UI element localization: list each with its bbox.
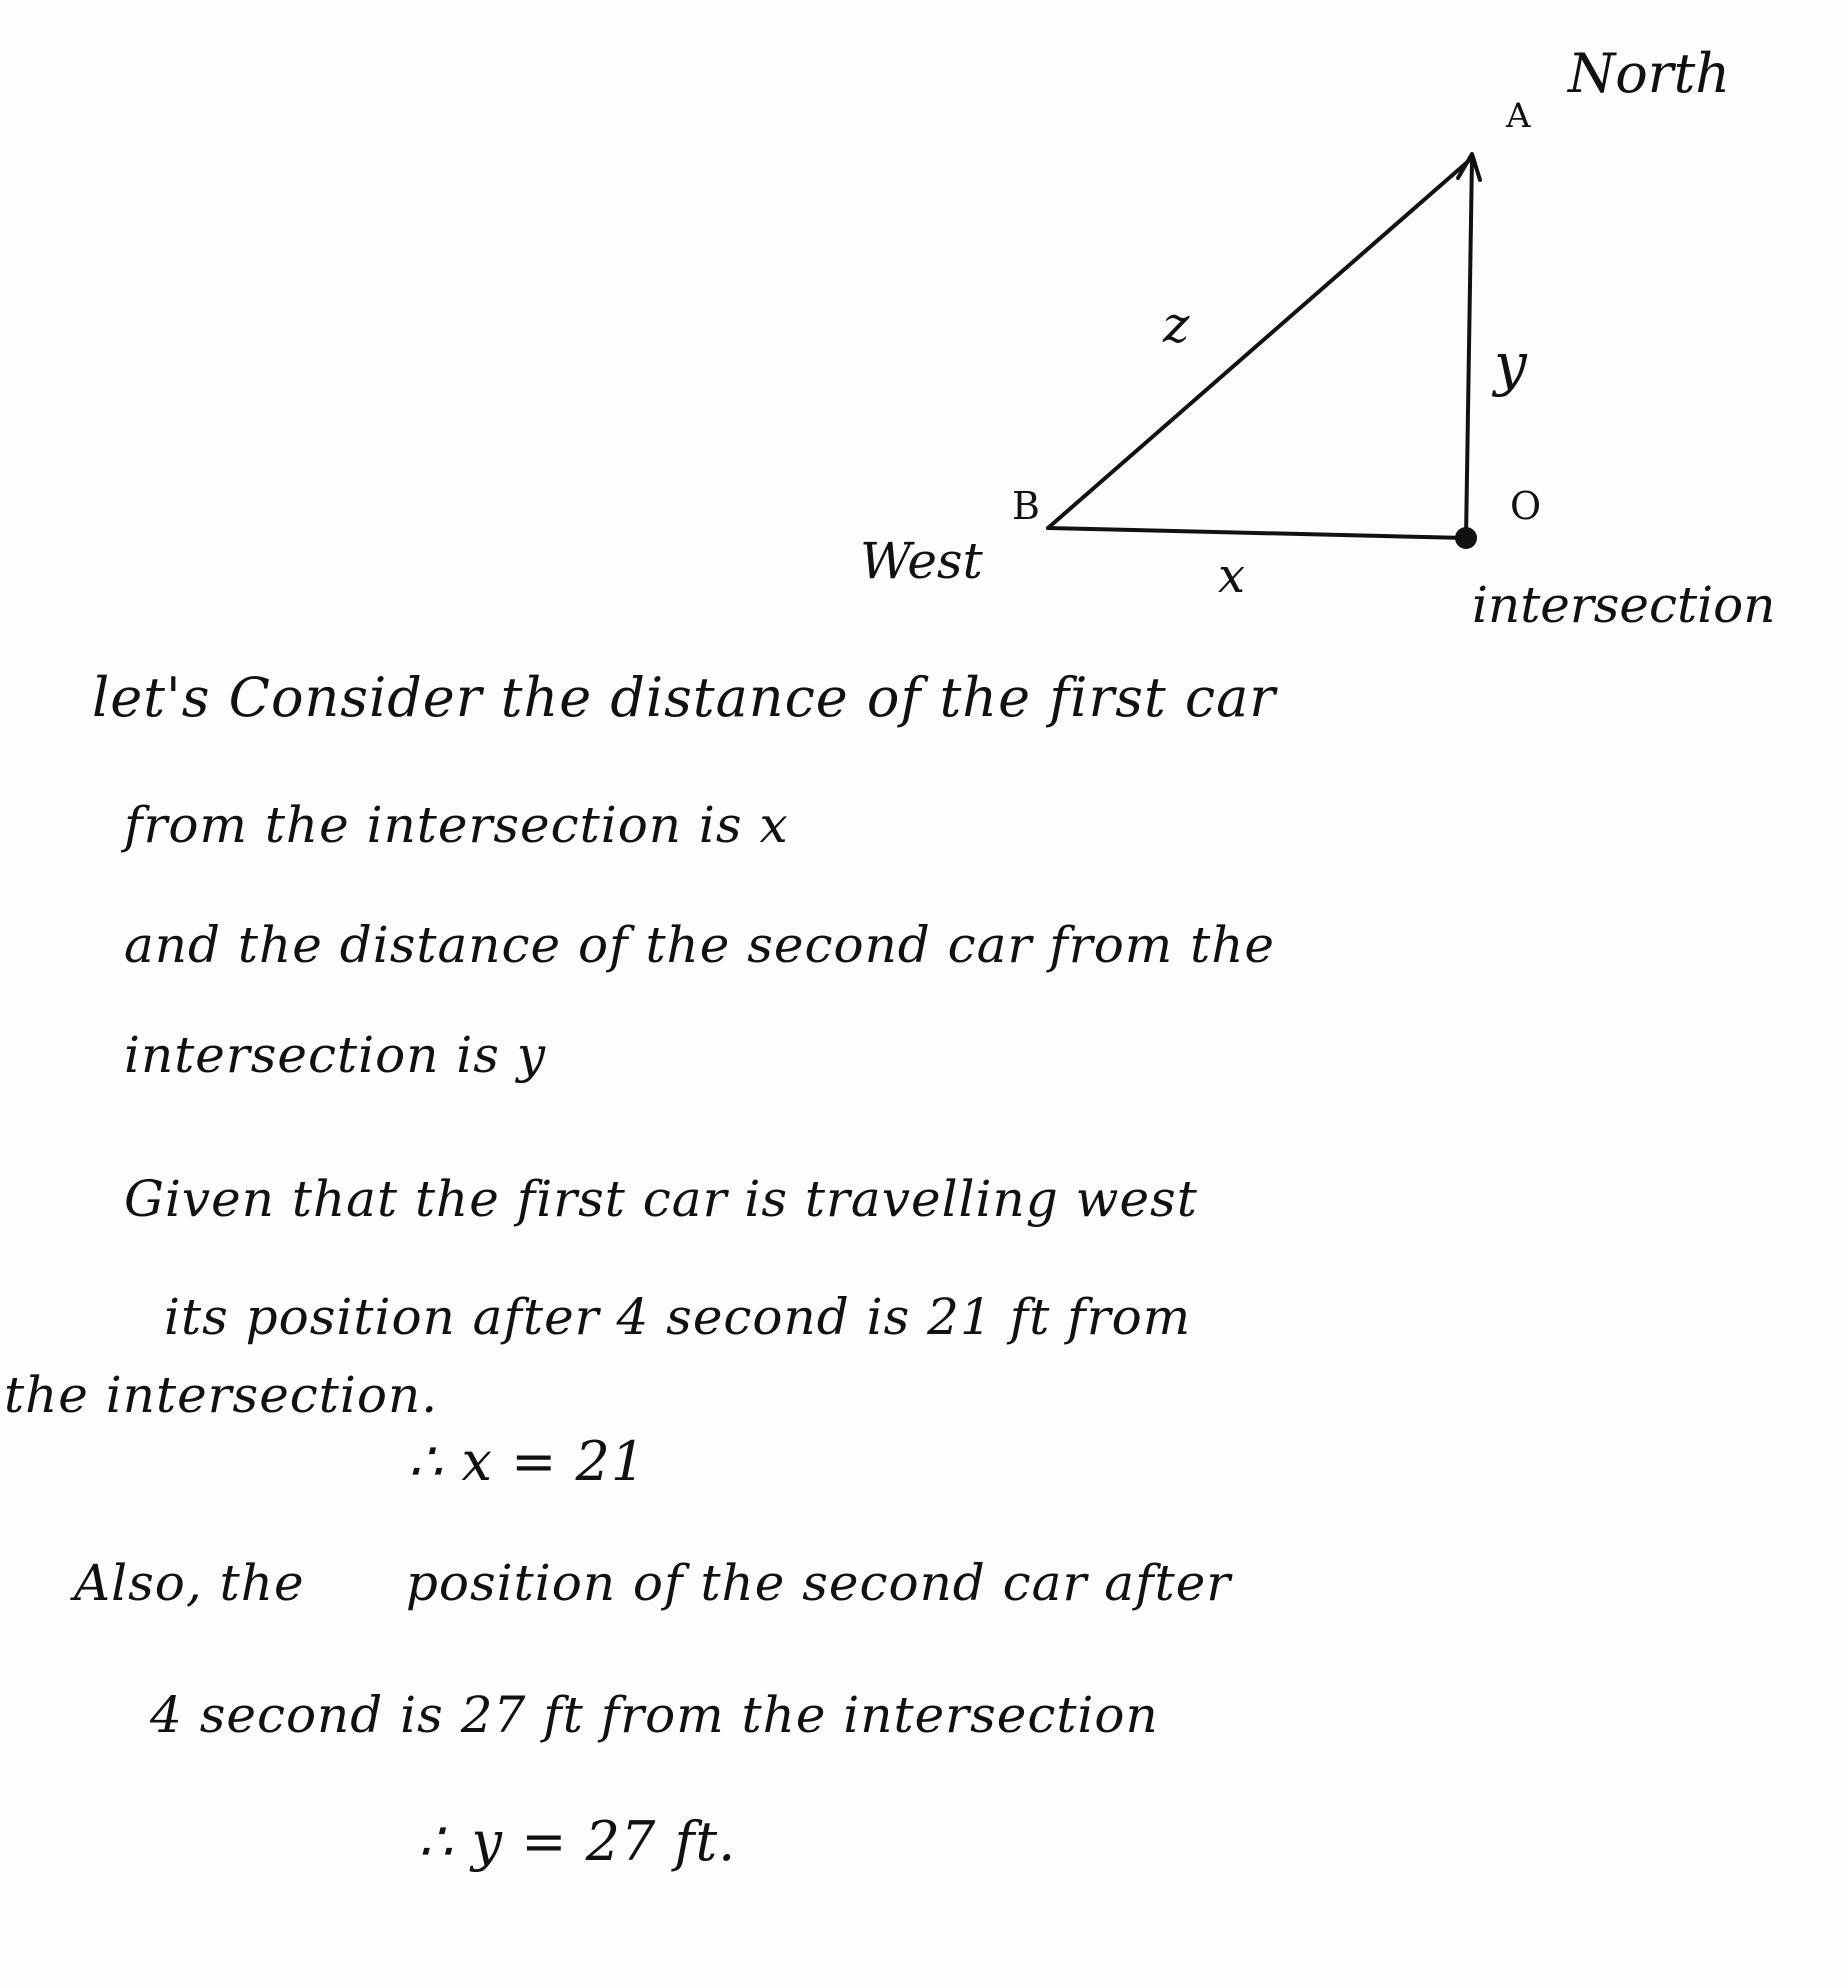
label-intersection: intersection	[1472, 576, 1776, 634]
label-west: West	[860, 532, 983, 590]
intersection-point	[1455, 527, 1477, 549]
note-line-11: ∴ y = 27 ft.	[418, 1810, 737, 1873]
note-line-5: Given that the first car is travelling west	[124, 1170, 1198, 1228]
note-line-10: 4 second is 27 ft from the intersection	[150, 1686, 1159, 1744]
label-point-a: A	[1506, 96, 1531, 136]
note-line-2: from the intersection is x	[124, 796, 789, 854]
label-side-y: y	[1494, 330, 1527, 398]
hypotenuse-z	[1048, 158, 1472, 528]
label-side-z: z	[1163, 296, 1190, 354]
note-line-4: intersection is y	[124, 1026, 547, 1084]
note-line-9: Also, the position of the second car after	[74, 1554, 1232, 1612]
note-line-1: let's Consider the distance of the first car	[92, 666, 1277, 729]
horizontal-side-x	[1048, 528, 1466, 538]
label-point-o: O	[1510, 484, 1542, 528]
vertical-side-y	[1466, 158, 1472, 538]
label-side-x: x	[1218, 548, 1246, 604]
label-point-b: B	[1012, 484, 1040, 528]
note-line-3: and the distance of the second car from the	[124, 916, 1275, 974]
label-north: North	[1568, 42, 1731, 105]
note-line-6: its position after 4 second is 21 ft from	[164, 1288, 1192, 1346]
note-line-8: ∴ x = 21	[408, 1430, 647, 1493]
note-line-7: the intersection.	[4, 1366, 439, 1424]
